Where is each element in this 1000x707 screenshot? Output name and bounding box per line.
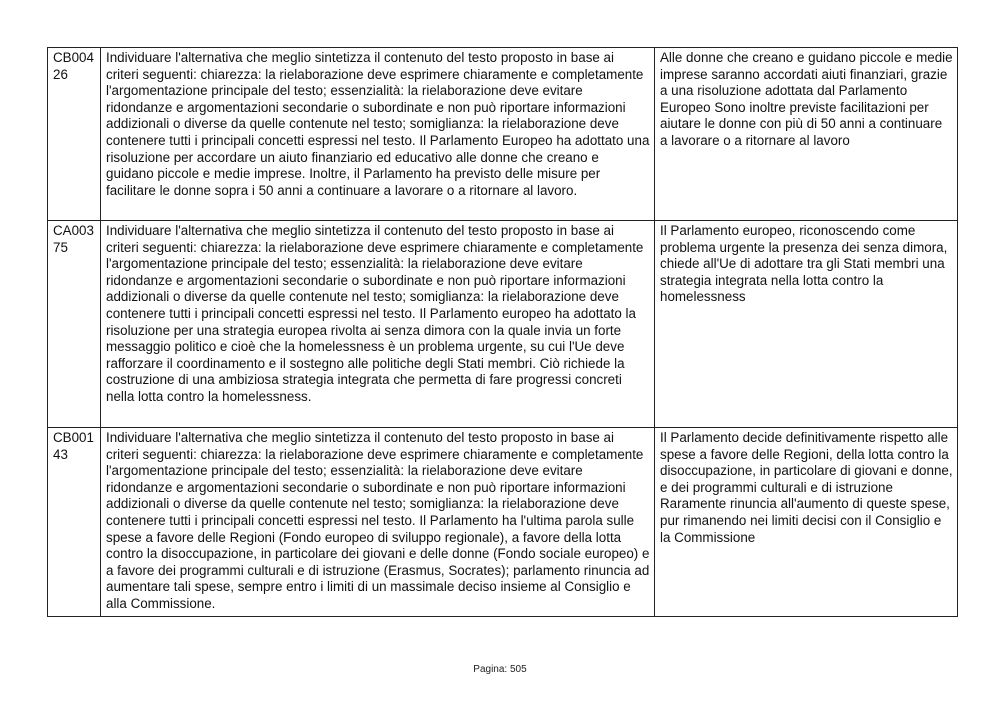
question-id: CA00375 xyxy=(48,221,101,428)
table-row xyxy=(48,221,958,428)
question-id: CB00426 xyxy=(48,48,101,221)
question-text: Individuare l'alternativa che meglio sintetizza il contenuto del testo proposto in base ai criteri seguenti: chiarezza: la rielaborazione deve esprimere chiaramente e completamente l'argomentazione principale del testo; essenzialità: la rielaborazione deve evitare ridondanze e argomentazioni secondarie o subordinate e non può riportare informazioni addizionali o diverse da quelle contenute nel testo; somiglianza: la rielaborazione deve contenere tutti i principali concetti espressi nel testo. Il Parlamento ha l'ultima parola sulle spese a favore delle Regioni (Fondo europeo di sviluppo regionale), a favore della lotta contro la disoccupazione, in particolare dei giovani e delle donne (Fondo sociale europeo) e a favore dei programmi culturali e di istruzione (Erasmus, Socrates); parlamento rinuncia ad aumentare tali spese, sempre entro i limiti di un massimale deciso insieme al Consiglio e alla Commissione. xyxy=(101,428,655,617)
question-id: CB00143 xyxy=(48,428,101,617)
answer-text: Alle donne che creano e guidano piccole e medie imprese saranno accordati aiuti finanziari, grazie a una risoluzione adottata dal Parlamento Europeo Sono inoltre previste facilitazioni per aiutare le donne con più di 50 anni a continuare a lavorare o a ritornare al lavoro xyxy=(655,48,958,221)
question-text: Individuare l'alternativa che meglio sintetizza il contenuto del testo proposto in base ai criteri seguenti: chiarezza: la rielaborazione deve esprimere chiaramente e completamente l'argomentazione principale del testo; essenzialità: la rielaborazione deve evitare ridondanze e argomentazioni secondarie o subordinate e non può riportare informazioni addizionali o diverse da quelle contenute nel testo; somiglianza: la rielaborazione deve contenere tutti i principali concetti espressi nel testo. Il Parlamento Europeo ha adottato una risoluzione per accordare un aiuto finanziario ed educativo alle donne che creano e guidano piccole e medie imprese. Inoltre, il Parlamento ha previsto delle misure per facilitare le donne sopra i 50 anni a continuare a lavorare o a ritornare al lavoro. xyxy=(101,48,655,221)
table-row xyxy=(48,428,958,617)
question-text: Individuare l'alternativa che meglio sintetizza il contenuto del testo proposto in base ai criteri seguenti: chiarezza: la rielaborazione deve esprimere chiaramente e completamente l'argomentazione principale del testo; essenzialità: la rielaborazione deve evitare ridondanze e argomentazioni secondarie o subordinate e non può riportare informazioni addizionali o diverse da quelle contenute nel testo; somiglianza: la rielaborazione deve contenere tutti i principali concetti espressi nel testo. Il Parlamento europeo ha adottato la risoluzione per una strategia europea rivolta ai senza dimora con la quale invia un forte messaggio politico e cioè che la homelessness è un problema urgente, su cui l'Ue deve rafforzare il coordinamento e il sostegno alle politiche degli Stati membri. Ciò richiede la costruzione di una ambiziosa strategia integrata che permetta di fare progressi concreti nella lotta contro la homelessness. xyxy=(101,221,655,428)
answer-text: Il Parlamento decide definitivamente rispetto alle spese a favore delle Regioni, della lotta contro la disoccupazione, in particolare di giovani e donne, e dei programmi culturali e di istruzione Raramente rinuncia all'aumento di queste spese, pur rimanendo nei limiti decisi con il Consiglio e la Commissione xyxy=(655,428,958,617)
answer-text: Il Parlamento europeo, riconoscendo come problema urgente la presenza dei senza dimora, chiede all'Ue di adottare tra gli Stati membri una strategia integrata nella lotta contro la homelessness xyxy=(655,221,958,428)
questions-table xyxy=(47,47,958,617)
page-number: Pagina: 505 xyxy=(473,664,527,675)
table-row xyxy=(48,48,958,221)
